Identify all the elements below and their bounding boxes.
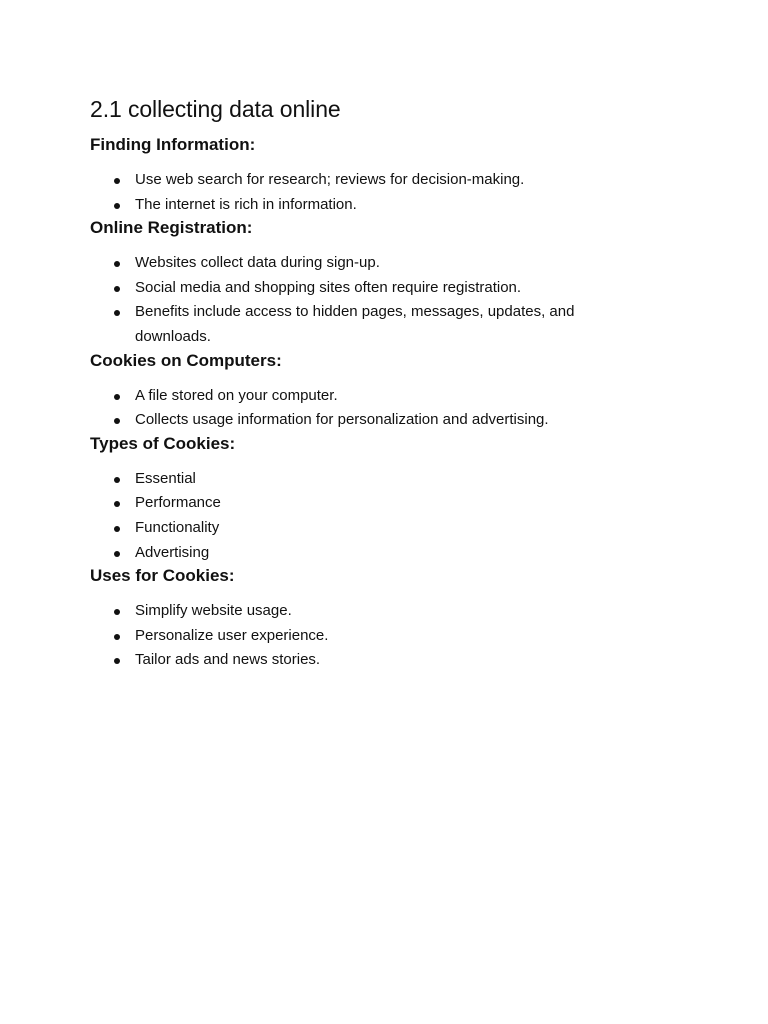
bullet-icon	[114, 203, 120, 209]
list-item	[90, 599, 605, 624]
document-page	[90, 94, 710, 673]
list-item-text: Use web search for research; reviews for decision-making.	[135, 171, 525, 188]
bullet-icon	[114, 551, 120, 557]
list-item	[90, 491, 605, 516]
bullet-icon	[114, 609, 120, 615]
list-item-text: The internet is rich in information.	[135, 195, 357, 213]
bullet-list	[90, 251, 710, 349]
list-item-text: Social media and shopping sites often require registration.	[135, 278, 522, 296]
bullet-icon	[114, 286, 120, 292]
section-heading: Finding Information:	[90, 135, 256, 154]
list-item-text: Tailor ads and news stories.	[135, 651, 321, 669]
section-heading: Cookies on Computers:	[90, 350, 282, 370]
list-item	[90, 193, 605, 218]
section-cookies-on-computers	[90, 350, 710, 433]
list-item-text: Personalize user experience.	[135, 626, 329, 644]
bullet-icon	[114, 261, 120, 267]
list-item	[90, 467, 605, 492]
bullet-list	[90, 599, 710, 673]
bullet-icon	[114, 310, 120, 316]
bullet-list	[90, 384, 710, 433]
list-item	[90, 516, 605, 541]
bullet-icon	[114, 634, 120, 640]
list-item	[90, 276, 605, 301]
list-item	[90, 251, 605, 276]
bullet-icon	[114, 658, 120, 664]
bullet-icon	[114, 526, 120, 532]
list-item-text: Collects usage information for personalization and advertising.	[135, 411, 549, 429]
section-types-of-cookies	[90, 433, 710, 565]
list-item	[90, 408, 605, 433]
list-item-text: Benefits include access to hidden pages, messages, updates, and downloads.	[135, 303, 575, 345]
section-uses-for-cookies	[90, 565, 710, 673]
bullet-list	[90, 467, 710, 565]
list-item-text: Performance	[135, 494, 221, 512]
list-item-text: Essential	[135, 469, 196, 487]
section-heading: Online Registration:	[90, 218, 253, 238]
bullet-list	[90, 168, 710, 217]
list-item-text: A file stored on your computer.	[135, 386, 338, 404]
section-online-registration	[90, 217, 710, 349]
list-item-text: Advertising	[135, 543, 210, 561]
list-item	[90, 624, 605, 649]
section-heading: Uses for Cookies:	[90, 566, 235, 586]
section-finding-information	[90, 134, 710, 217]
list-item-text: Functionality	[135, 518, 220, 536]
list-item-text: Websites collect data during sign-up.	[135, 254, 380, 272]
list-item-text: Simplify website usage.	[135, 602, 292, 620]
bullet-icon	[114, 394, 120, 400]
bullet-icon	[114, 178, 120, 184]
list-item	[90, 168, 605, 193]
bullet-icon	[114, 477, 120, 483]
list-item	[90, 300, 605, 349]
page-title: 2.1 collecting data online	[90, 96, 341, 122]
list-item	[90, 648, 605, 673]
section-heading: Types of Cookies:	[90, 433, 236, 453]
list-item	[90, 384, 605, 409]
bullet-icon	[114, 501, 120, 507]
list-item	[90, 541, 605, 566]
bullet-icon	[114, 418, 120, 424]
